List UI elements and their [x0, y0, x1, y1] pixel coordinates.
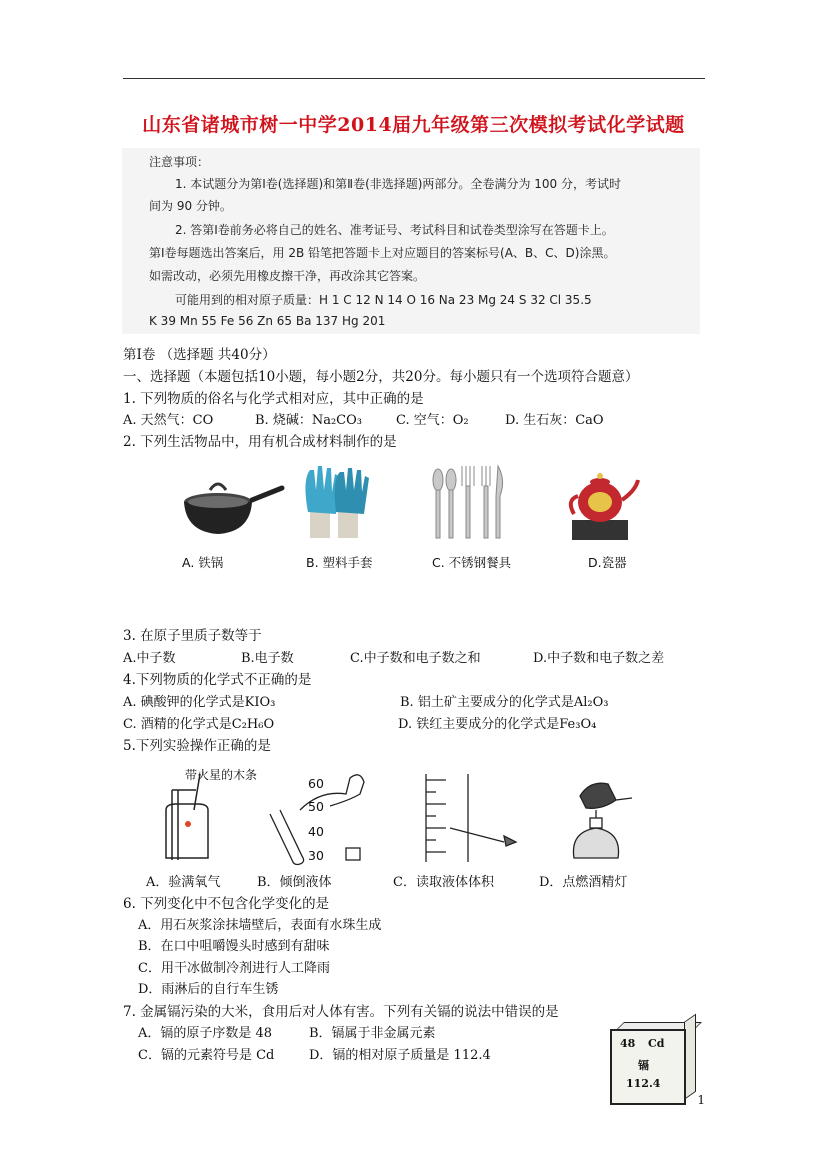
question-1: 1. 下列物质的俗名与化学式相对应，其中正确的是 [123, 391, 424, 407]
q5-option-d: D．点燃酒精灯 [539, 875, 628, 890]
notice-line: 间为 90 分钟。 [149, 199, 232, 213]
question-4: 4.下列物质的化学式不正确的是 [123, 672, 312, 688]
element-symbol: Cd [648, 1037, 665, 1050]
q6-option-c: C．用干冰做制冷剂进行人工降雨 [138, 961, 330, 976]
notice-line: 如需改动，必须先用橡皮擦干净，再改涂其它答案。 [149, 269, 426, 283]
page-number: 1 [697, 1093, 705, 1107]
q3-option-c: C.中子数和电子数之和 [350, 651, 481, 666]
q7-option-b: B．镉属于非金属元素 [309, 1026, 436, 1041]
q5-option-b: B．倾倒液体 [257, 875, 332, 890]
notice-line: 可能用到的相对原子质量：H 1 C 12 N 14 O 16 Na 23 Mg 24 S 32 Cl 35.5 [175, 293, 592, 307]
q2-caption-d: D.瓷器 [588, 555, 627, 570]
part-heading: 一、选择题（本题包括10小题，每小题2分，共20分。每小题只有一个选项符合题意） [123, 369, 639, 385]
teapot-icon [571, 473, 638, 540]
scale-30: 30 [308, 848, 324, 863]
atomic-mass: 112.4 [626, 1077, 661, 1090]
q5-images [150, 770, 670, 870]
q6-option-a: A．用石灰浆涂抹墙壁后，表面有水珠生成 [138, 918, 382, 933]
wok-icon [184, 484, 282, 534]
scale-60: 60 [308, 776, 324, 791]
header-rule [123, 78, 705, 79]
gas-bottle-icon [166, 774, 208, 860]
question-7: 7. 金属镉污染的大米，食用后对人体有害。下列有关镉的说法中错误的是 [123, 1004, 559, 1020]
q3-option-b: B.电子数 [241, 651, 294, 666]
section-heading: 第Ⅰ卷 （选择题 共40分） [123, 347, 276, 363]
atomic-number: 48 [620, 1037, 636, 1050]
element-name: 镉 [638, 1059, 649, 1072]
scale-40: 40 [308, 824, 324, 839]
notice-line: K 39 Mn 55 Fe 56 Zn 65 Ba 137 Hg 201 [149, 314, 386, 328]
q4-option-d: D. 铁红主要成分的化学式是Fe₃O₄ [398, 717, 597, 732]
question-5: 5.下列实验操作正确的是 [123, 738, 271, 754]
q7-option-a: A．镉的原子序数是 48 [138, 1026, 273, 1041]
alcohol-lamp-icon [573, 783, 632, 858]
notice-box [122, 148, 700, 334]
notice-heading: 注意事项： [149, 155, 210, 169]
q3-option-d: D.中子数和电子数之差 [533, 651, 665, 666]
scale-50: 50 [308, 799, 324, 814]
q1-option-d: D. 生石灰：CaO [505, 413, 604, 428]
q1-option-a: A. 天然气：CO [123, 413, 214, 428]
question-3: 3. 在原子里质子数等于 [123, 628, 262, 644]
element-card [610, 1029, 686, 1105]
q2-caption-c: C. 不锈钢餐具 [432, 555, 512, 570]
q5-option-a: A．验满氧气 [146, 875, 221, 890]
q6-option-d: D．雨淋后的自行车生锈 [138, 982, 279, 997]
q3-option-a: A.中子数 [123, 651, 176, 666]
q1-option-b: B. 烧碱：Na₂CO₃ [255, 413, 362, 428]
q4-option-c: C. 酒精的化学式是C₂H₆O [123, 717, 275, 732]
q2-images [170, 460, 650, 570]
notice-line: 第Ⅰ卷每题选出答案后，用 2B 铅笔把答题卡上对应题目的答案标号(A、B、C、D)涂黑。 [149, 246, 616, 260]
q4-option-b: B. 铝土矿主要成分的化学式是Al₂O₃ [400, 695, 609, 710]
q7-option-c: C．镉的元素符号是 Cd [138, 1048, 275, 1063]
q2-caption-a: A. 铁锅 [182, 555, 224, 570]
exam-title: 山东省诸城市树一中学2014届九年级第三次模拟考试化学试题 [142, 114, 685, 136]
q5-option-c: C．读取液体体积 [393, 875, 494, 890]
question-6: 6. 下列变化中不包含化学变化的是 [123, 896, 330, 912]
q7-option-d: D．镉的相对原子质量是 112.4 [309, 1048, 491, 1063]
cutlery-icon [433, 466, 503, 538]
q6-option-b: B．在口中咀嚼馒头时感到有甜味 [138, 939, 330, 954]
q4-option-a: A. 碘酸钾的化学式是KIO₃ [123, 695, 276, 710]
splint-label: 带火星的木条 [185, 768, 258, 782]
q2-caption-b: B. 塑料手套 [306, 555, 373, 570]
q1-option-c: C. 空气：O₂ [396, 413, 469, 428]
glove-icon [305, 466, 369, 538]
notice-line: 2. 答第Ⅰ卷前务必将自己的姓名、准考证号、考试科目和试卷类型涂写在答题卡上。 [175, 223, 614, 237]
cylinder-icon [426, 774, 516, 862]
notice-line: 1. 本试题分为第Ⅰ卷(选择题)和第Ⅱ卷(非选择题)两部分。全卷满分为 100 分，考试时 [175, 177, 621, 191]
question-2: 2. 下列生活物品中，用有机合成材料制作的是 [123, 434, 397, 450]
